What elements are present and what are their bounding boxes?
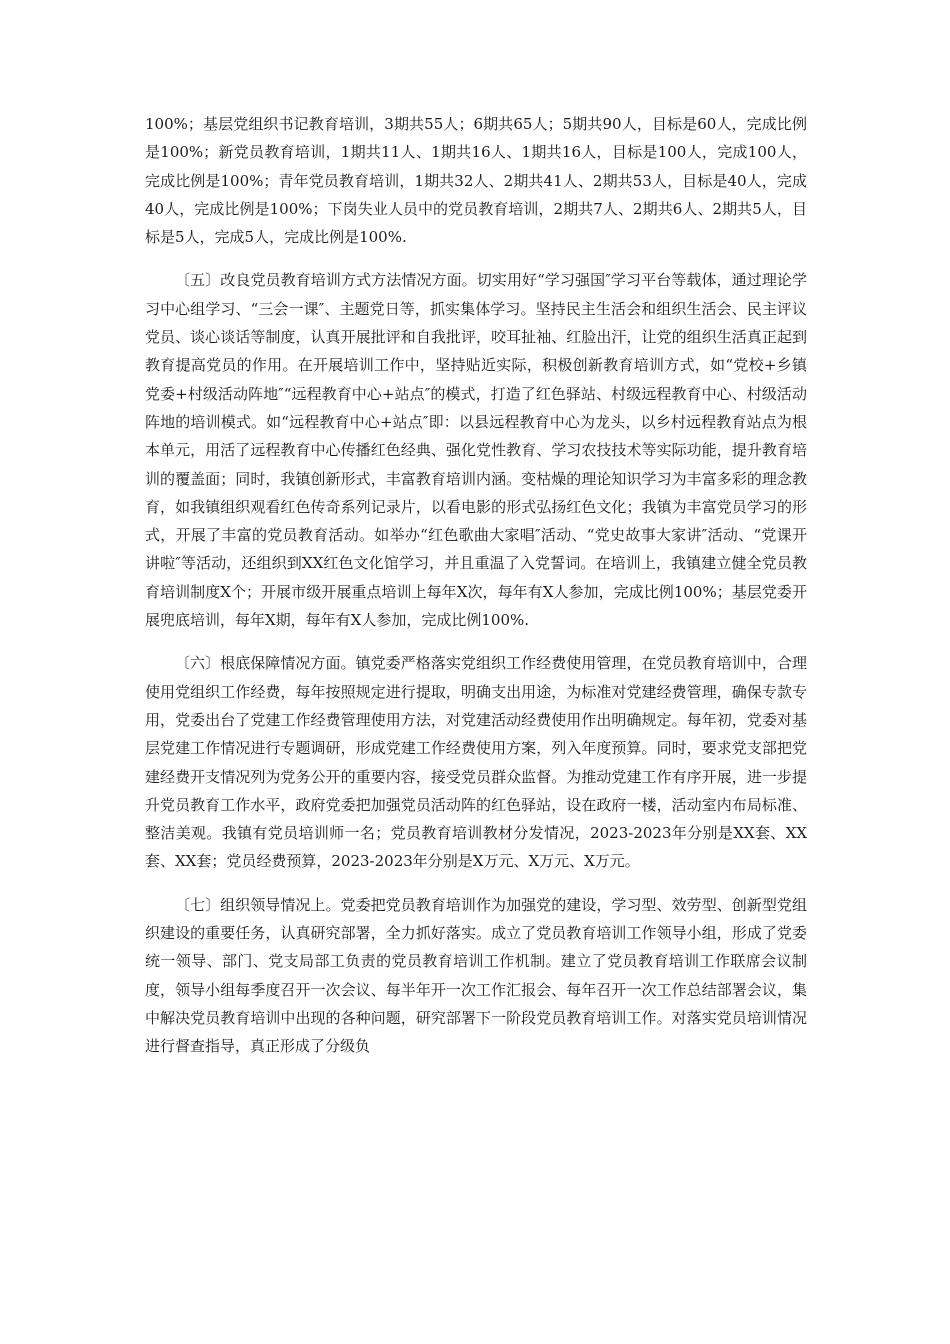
paragraph-section-seven-organization-leadership: 〔七〕组织领导情况上。党委把党员教育培训作为加强党的建设，学习型、效劳型、创新型党组织建设的重要任务，认真研究部署，全力抓好落实。成立了党员教育培训工作领导小组，形成了党委统一领导、部门、党支局部工负责的党员教育培训工作机制。建立了党员教育培训工作联席会议制度，领导小组每季度召开一次会议、每半年开一次工作汇报会、每年召开一次工作总结部署会议，集中解决党员教育培训中出现的各种问题，研究部署下一阶段党员教育培训工作。对落实党员培训情况进行督查指导，真正形成了分级负 — [145, 895, 807, 1056]
document-page — [145, 110, 807, 1061]
paragraph-training-stats: 100%；基层党组织书记教育培训，3期共55人；6期共65人；5期共90人，目标是60人，完成比例是100%；新党员教育培训，1期共11人、1期共16人、1期共16人，目标是100人，完成100人，完成比例是100%；青年党员教育培训，1期共32人、2期共41人、2期共53人，目标是40人，完成40人，完成比例是100%；下岗失业人员中的党员教育培训，2期共7人、2期共6人、2期共5人，目标是5人，完成5人，完成比例是100%. — [145, 115, 807, 247]
paragraph-section-five-training-methods: 〔五〕改良党员教育培训方式方法情况方面。切实用好“学习强国″学习平台等载体，通过理论学习中心组学习、“三会一课″、主题党日等，抓实集体学习。坚持民主生活会和组织生活会、民主评议党员、谈心谈话等制度，认真开展批评和自我批评，咬耳扯袖、红脸出汗，让党的组织生活真正起到教育提高党员的作用。在开展培训工作中，坚持贴近实际，积极创新教育培训方式，如“党校+乡镇党委+村级活动阵地″“远程教育中心+站点″的模式，打造了红色驿站、村级远程教育中心、村级活动阵地的培训模式。如“远程教育中心+站点″即：以县远程教育中心为龙头，以乡村远程教育站点为根本单元，用活了远程教育中心传播红色经典、强化党性教育、学习农技技术等实际功能，提升教育培训的覆盖面；同时，我镇创新形式，丰富教育培训内涵。变枯燥的理论知识学习为丰富多彩的理念教育，如我镇组织观看红色传奇系列记录片，以看电影的形式弘扬红色文化；我镇为丰富党员学习的形式，开展了丰富的党员教育活动。如举办“红色歌曲大家唱″活动、“党史故事大家讲″活动、“党课开讲啦″等活动，还组织到XX红色文化馆学习，并且重温了入党誓词。在培训上，我镇建立健全党员教育培训制度X个；开展市级开展重点培训上每年X次，每年有X人参加，完成比例100%；基层党委开展兜底培训，每年X期，每年有X人参加，完成比例100%. — [145, 271, 807, 630]
paragraph-section-six-funding-guarantee: 〔六〕根底保障情况方面。镇党委严格落实党组织工作经费使用管理，在党员教育培训中，合理使用党组织工作经费，每年按照规定进行提取，明确支出用途，为标准对党建经费管理，确保专款专用，党委出台了党建工作经费管理使用方法，对党建活动经费使用作出明确规定。每年初，党委对基层党建工作情况进行专题调研，形成党建工作经费使用方案，列入年度预算。同时，要求党支部把党建经费开支情况列为党务公开的重要内容，接受党员群众监督。为推动党建工作有序开展，进一步提升党员教育工作水平，政府党委把加强党员活动阵的红色驿站，设在政府一楼，活动室内布局标准、整洁美观。我镇有党员培训师一名；党员教育培训教材分发情况，2023-2023年分别是XX套、XX套、XX套；党员经费预算，2023-2023年分别是X万元、X万元、X万元。 — [145, 654, 807, 871]
